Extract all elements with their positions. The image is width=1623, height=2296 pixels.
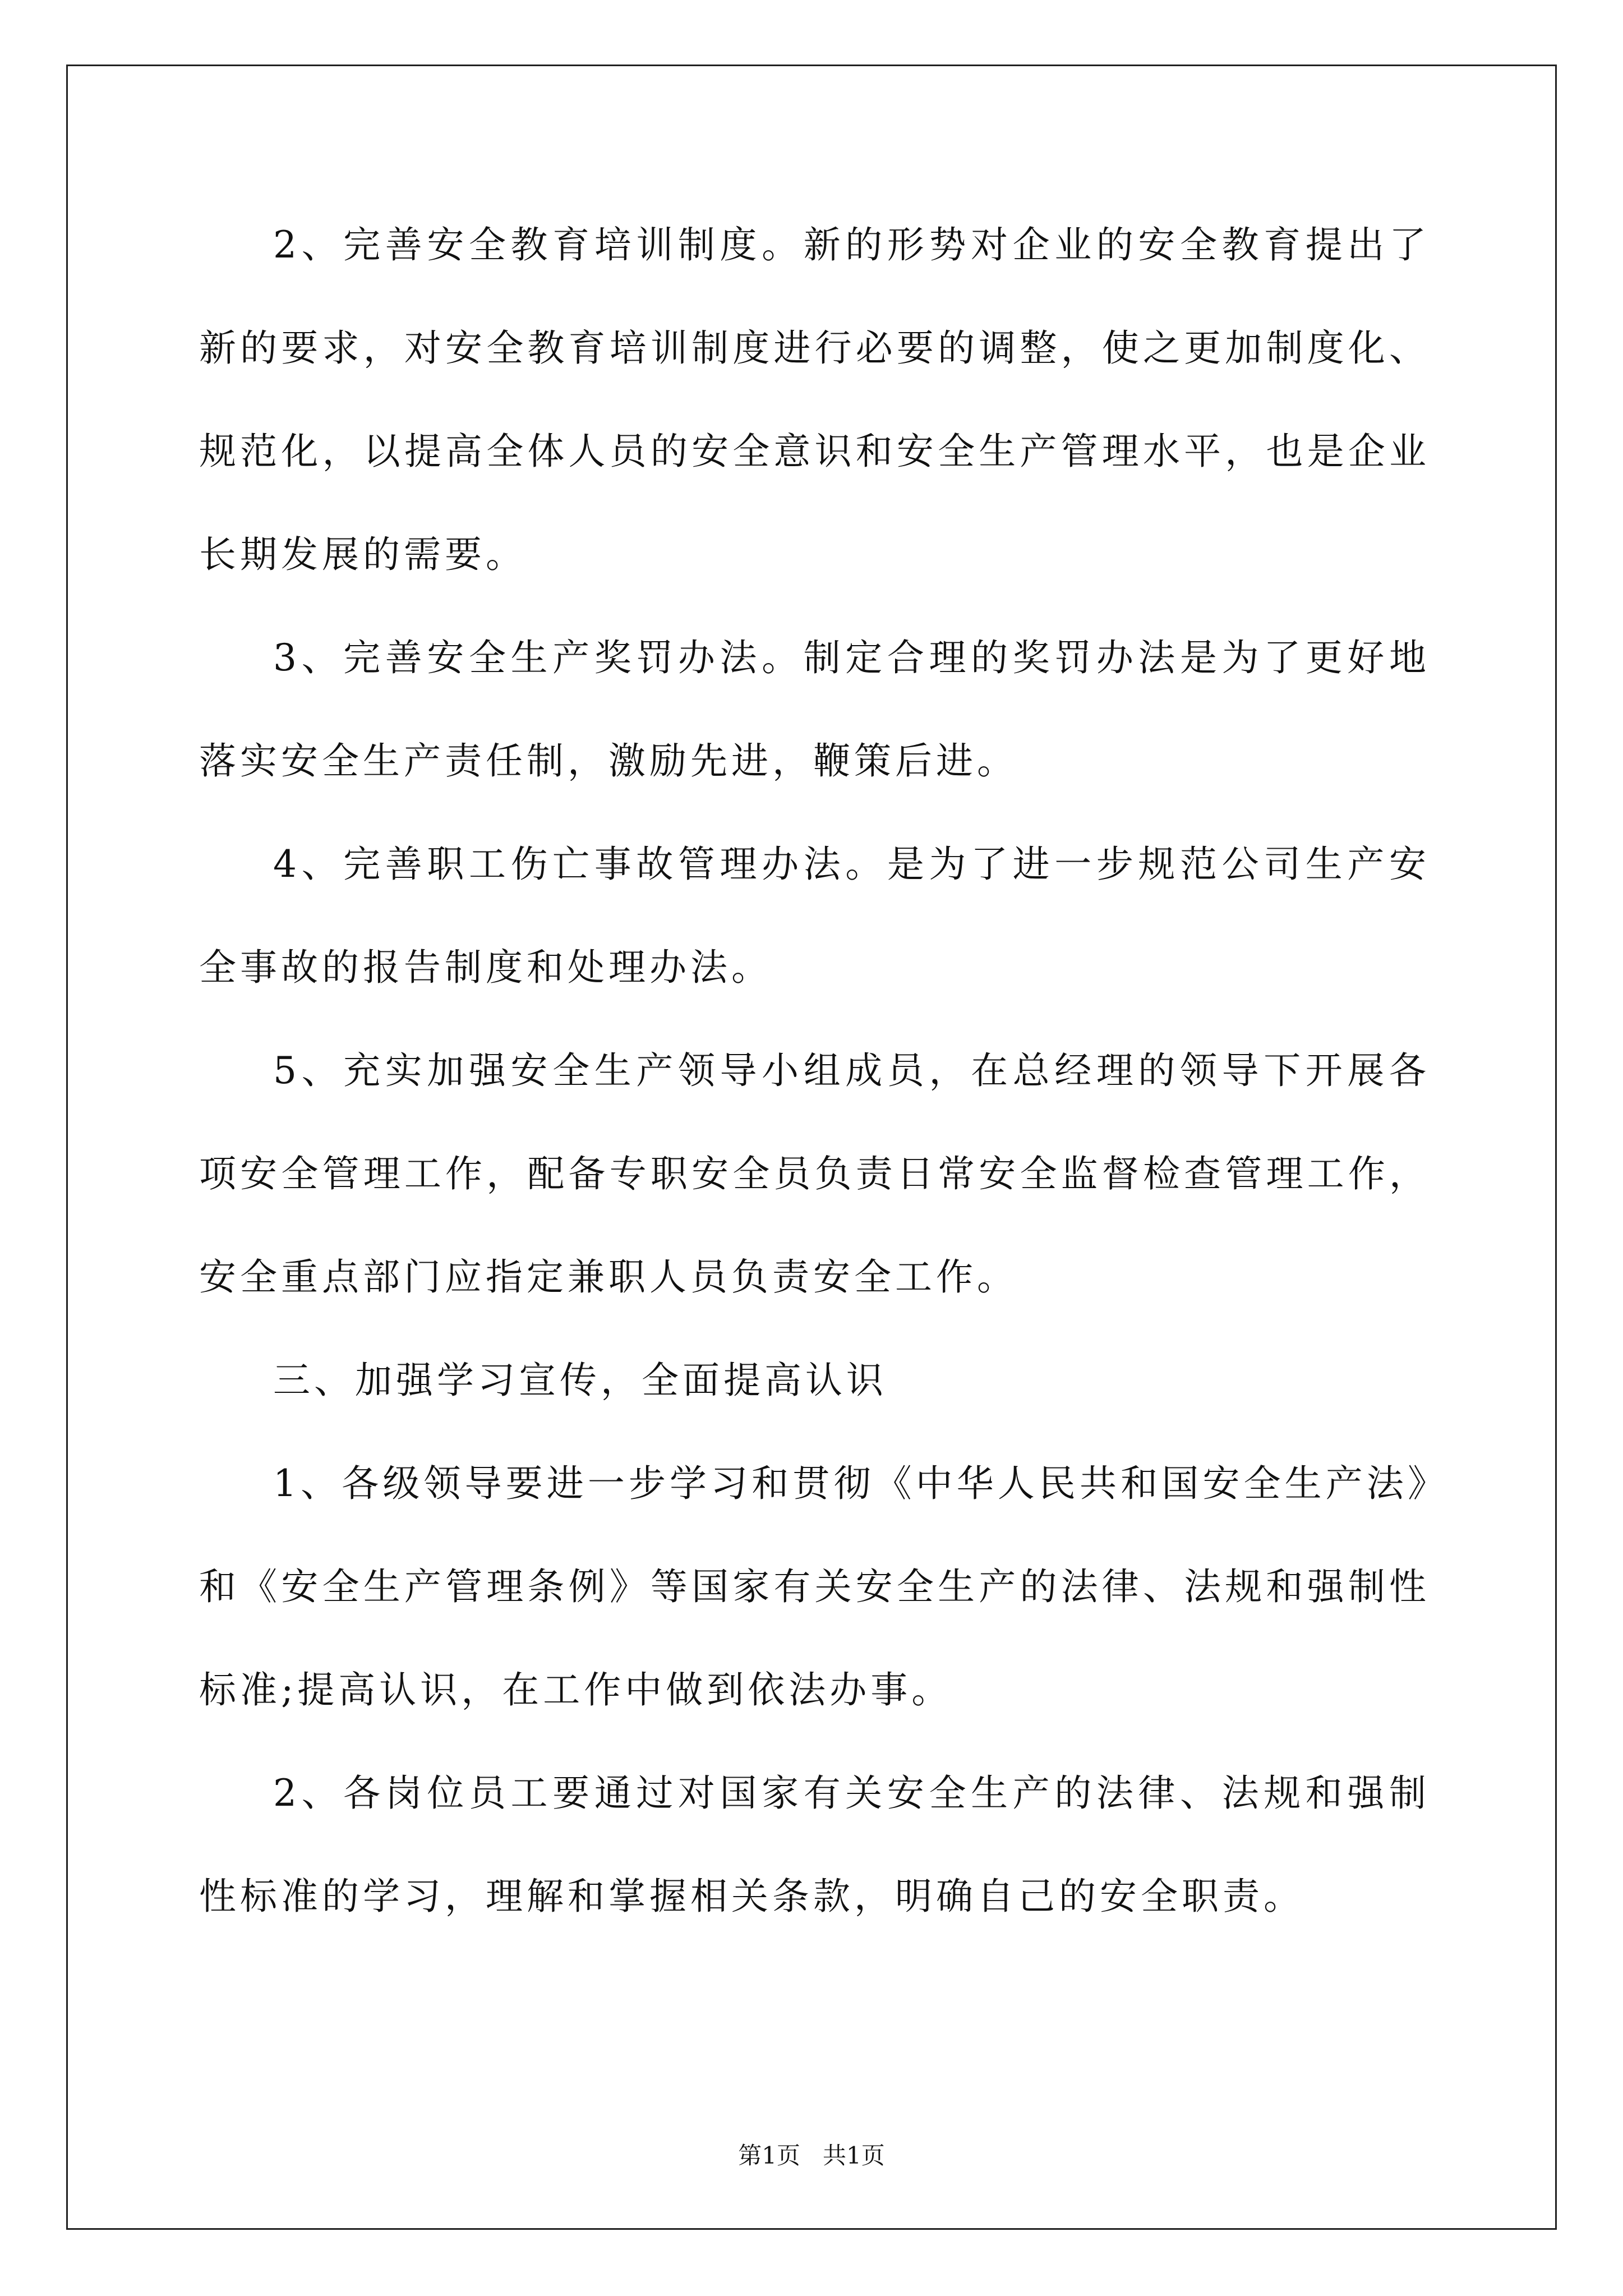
paragraph-item-1-study: 1、各级领导要进一步学习和贯彻《中华人民共和国安全生产法》和《安全生产管理条例》等国家有关安全生产的法律、法规和强制性标准;提高认识，在工作中做到依法办事。 bbox=[199, 1462, 1430, 1711]
paragraph-item-5-leadership: 5、充实加强安全生产领导小组成员，在总经理的领导下开展各项安全管理工作，配备专职安全员负责日常安全监督检查管理工作，安全重点部门应指定兼职人员负责安全工作。 bbox=[199, 1049, 1430, 1299]
section-heading-3: 三、加强学习宣传，全面提高认识 bbox=[273, 1359, 887, 1402]
paragraph-item-2-staff: 2、各岗位员工要通过对国家有关安全生产的法律、法规和强制性标准的学习，理解和掌握相关条款，明确自己的安全职责。 bbox=[199, 1772, 1430, 1918]
page-number-footer: 第1页 共1页 bbox=[738, 2142, 885, 2169]
paragraph-item-3-rewards: 3、完善安全生产奖罚办法。制定合理的奖罚办法是为了更好地落实安全生产责任制，激励先进，鞭策后进。 bbox=[199, 636, 1430, 783]
paragraph-item-4-accidents: 4、完善职工伤亡事故管理办法。是为了进一步规范公司生产安全事故的报告制度和处理办法。 bbox=[199, 843, 1430, 989]
document-body bbox=[199, 194, 1430, 1948]
paragraph-item-2-education: 2、完善安全教育培训制度。新的形势对企业的安全教育提出了新的要求，对安全教育培训制度进行必要的调整，使之更加制度化、规范化，以提高全体人员的安全意识和安全生产管理水平，也是企业长期发展的需要。 bbox=[199, 223, 1430, 576]
